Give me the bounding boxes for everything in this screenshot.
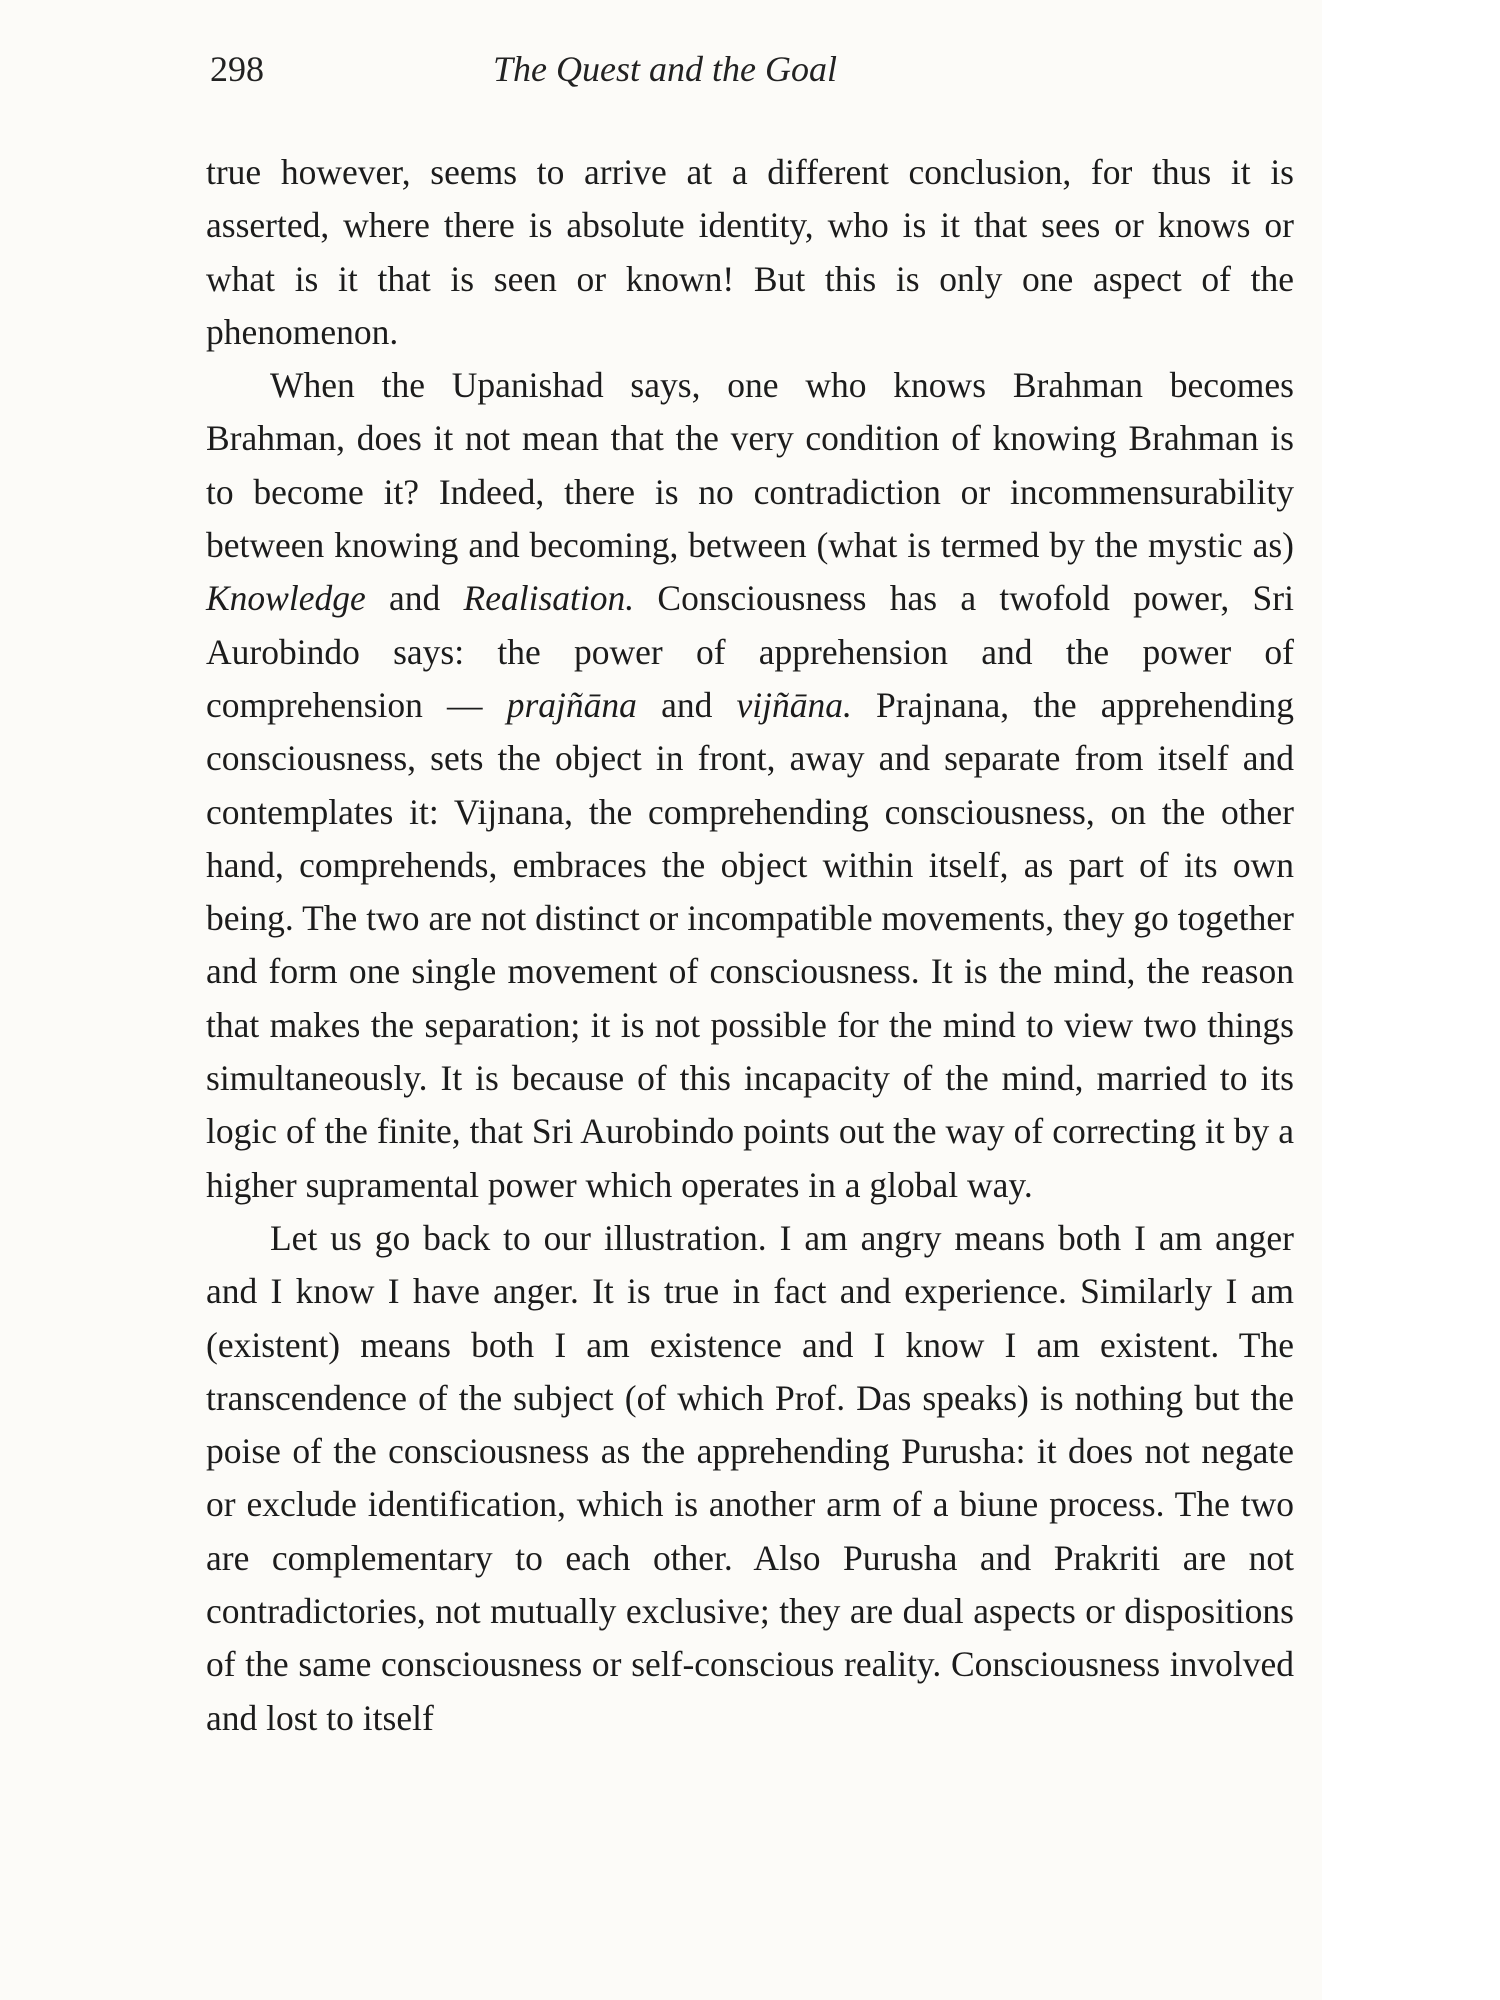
paragraph-1 [206,146,1294,359]
page-number: 298 [210,49,264,89]
paragraph-3 [206,1212,1294,1745]
term-vijnana: vijñāna. [736,684,852,725]
term-prajnana: prajñāna [506,684,637,725]
paragraph-2 [206,359,1294,1212]
paragraph-1-text: true however, seems to arrive at a different conclusion, for thus it is asserted, where there is absolute identity, who is it that sees or knows or what is it that is seen or known! But this is only one aspect of the phenomenon. [206,152,1294,352]
running-title: The Quest and the Goal [493,49,837,89]
paragraph-2-text-5: Prajnana, the apprehending consciousness, sets the object in front, away and separate from itself and contemplates it: Vijnana, the comprehending consciousness, on the other hand, comprehends, embraces the object within itself, as part of its own being. The two are not distinct or incompatible movements, they go together and form one single movement of consciousness. It is the mind, the reason that makes the separation; it is not possible for the mind to view two things simultaneously. It is because of this incapacity of the mind, married to its logic of the finite, that Sri Aurobindo points out the way of correcting it by a higher supramental power which operates in a global way. [206,684,1294,1205]
paragraph-2-text-1: When the Upanishad says, one who knows Brahman becomes Brahman, does it not mean that the very condition of knowing Brahman is to become it? Indeed, there is no contradiction or incommensurability between knowing and becoming, between (what is termed by the mystic as) [206,365,1294,566]
running-head [0,48,1322,98]
term-realisation: Realisation. [463,578,635,619]
term-knowledge: Knowledge [206,578,366,619]
body-text [206,146,1294,1745]
paragraph-2-text-4: and [636,684,737,725]
paragraph-2-text-2: and [365,578,464,619]
paragraph-2-text-3: Consciousness has a twofold power, Sri Aurobindo says: the power of apprehension and the power of comprehension — [206,578,1294,725]
page-margin [1322,0,1500,2000]
paragraph-3-text: Let us go back to our illustration. I am angry means both I am anger and I know I have anger. It is true in fact and experience. Similarly I am (existent) means both I am existence and I know I am existent. The transcendence of the subject (of which Prof. Das speaks) is nothing but the poise of the consciousness as the apprehending Purusha: it does not negate or exclude identification, which is another arm of a biune process. The two are complementary to each other. Also Purusha and Prakriti are not contradictories, not mutually exclusive; they are dual aspects or dispositions of the same consciousness or self-conscious reality. Consciousness involved and lost to itself [206,1217,1294,1738]
